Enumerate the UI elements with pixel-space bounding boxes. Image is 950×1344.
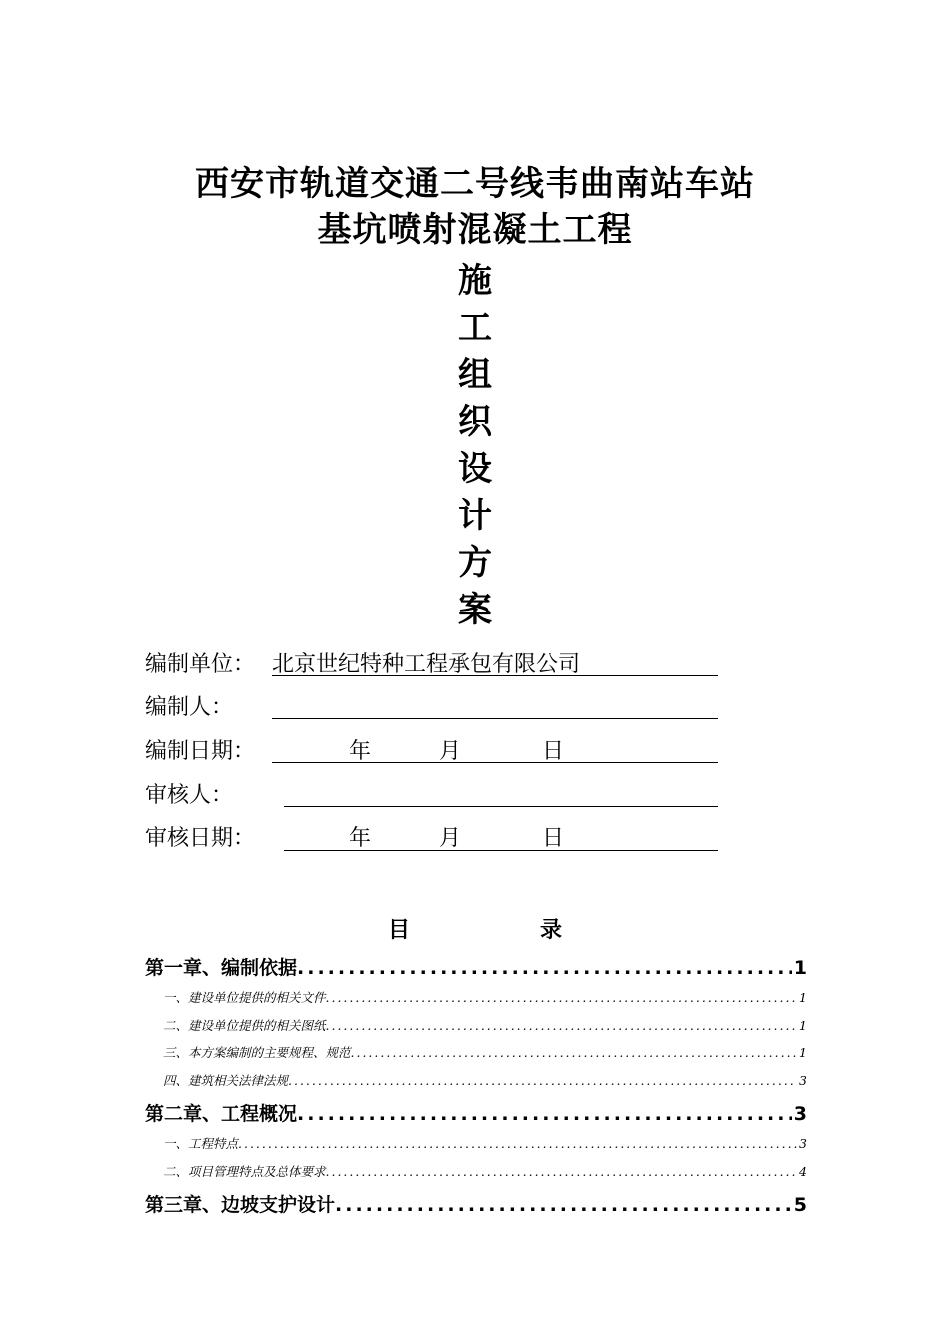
toc-entry[interactable] — [145, 1101, 807, 1127]
toc-entry-page: 5 — [793, 1194, 807, 1216]
toc-leader-dots — [288, 1072, 797, 1090]
toc-entry[interactable] — [145, 1163, 807, 1181]
vertical-title-char: 设 — [458, 449, 492, 489]
toc-title-left: 目 — [388, 917, 411, 943]
toc-entry-text: 一、建设单位提供的相关文件 — [163, 990, 326, 1005]
toc-entry-page: 1 — [799, 1018, 807, 1033]
vertical-title-char: 案 — [458, 590, 492, 630]
compile-date-underline — [272, 762, 718, 763]
toc-entry[interactable] — [145, 1017, 807, 1035]
toc-entry-text: 第二章、工程概况 — [145, 1103, 298, 1125]
vertical-title-char: 织 — [458, 402, 492, 442]
compiler-unit-value: 北京世纪特种工程承包有限公司 — [272, 652, 581, 677]
vertical-title-char: 方 — [458, 543, 492, 583]
toc-leader-dots — [326, 1163, 798, 1181]
compile-date-month: 月 — [439, 739, 462, 764]
reviewer-underline — [284, 806, 718, 807]
toc-leader-dots — [297, 1101, 792, 1127]
title-line-1: 西安市轨道交通二号线韦曲南站车站 — [195, 164, 755, 204]
toc-entry-page: 4 — [799, 1164, 807, 1179]
toc-entry[interactable] — [145, 1192, 807, 1218]
toc-entry[interactable] — [145, 1044, 807, 1062]
toc-leader-dots — [326, 989, 798, 1007]
toc-entry-page: 1 — [793, 957, 807, 979]
toc-entry-page: 3 — [799, 1136, 807, 1151]
review-date-day: 日 — [542, 826, 565, 851]
toc-title-right: 录 — [540, 917, 563, 943]
vertical-title-char: 计 — [458, 496, 492, 536]
toc-leader-dots — [351, 1044, 798, 1062]
toc-entry-text: 二、项目管理特点及总体要求 — [163, 1164, 326, 1179]
toc-entry-text: 第一章、编制依据 — [145, 957, 298, 979]
toc-entry[interactable] — [145, 989, 807, 1007]
compile-date-year: 年 — [349, 739, 372, 764]
review-date-underline — [284, 850, 718, 851]
toc-entry[interactable] — [145, 1135, 807, 1153]
toc-entry-page: 1 — [799, 1045, 807, 1060]
review-date-label: 审核日期： — [145, 826, 256, 851]
toc-entry-text: 四、建筑相关法律法规 — [163, 1073, 289, 1088]
compiler-unit-label: 编制单位： — [145, 652, 256, 677]
compile-date-day: 日 — [542, 739, 565, 764]
toc-leader-dots — [297, 955, 792, 981]
toc-entry-page: 3 — [793, 1103, 807, 1125]
review-date-year: 年 — [349, 826, 372, 851]
toc-entry-page: 1 — [799, 990, 807, 1005]
toc-entry-text: 第三章、边坡支护设计 — [145, 1194, 336, 1216]
toc-entry[interactable] — [145, 955, 807, 981]
compiler-label: 编制人： — [145, 695, 234, 720]
toc-leader-dots — [238, 1135, 797, 1153]
toc-entry-text: 一、工程特点 — [163, 1136, 239, 1151]
toc-entry-page: 3 — [799, 1073, 807, 1088]
title-line-2: 基坑喷射混凝土工程 — [317, 210, 633, 250]
toc-leader-dots — [326, 1017, 798, 1035]
compile-date-label: 编制日期： — [145, 739, 256, 764]
toc-leader-dots — [335, 1192, 792, 1218]
vertical-title-char: 组 — [458, 355, 492, 395]
vertical-title-char: 工 — [458, 308, 492, 348]
reviewer-label: 审核人： — [145, 783, 234, 808]
toc-entry[interactable] — [145, 1072, 807, 1090]
toc-entry-text: 三、本方案编制的主要规程、规范 — [163, 1045, 351, 1060]
compiler-unit-underline — [272, 675, 718, 676]
review-date-month: 月 — [439, 826, 462, 851]
toc-entry-text: 二、建设单位提供的相关图纸 — [163, 1018, 326, 1033]
compiler-underline — [272, 718, 718, 719]
vertical-title-char: 施 — [458, 261, 492, 301]
